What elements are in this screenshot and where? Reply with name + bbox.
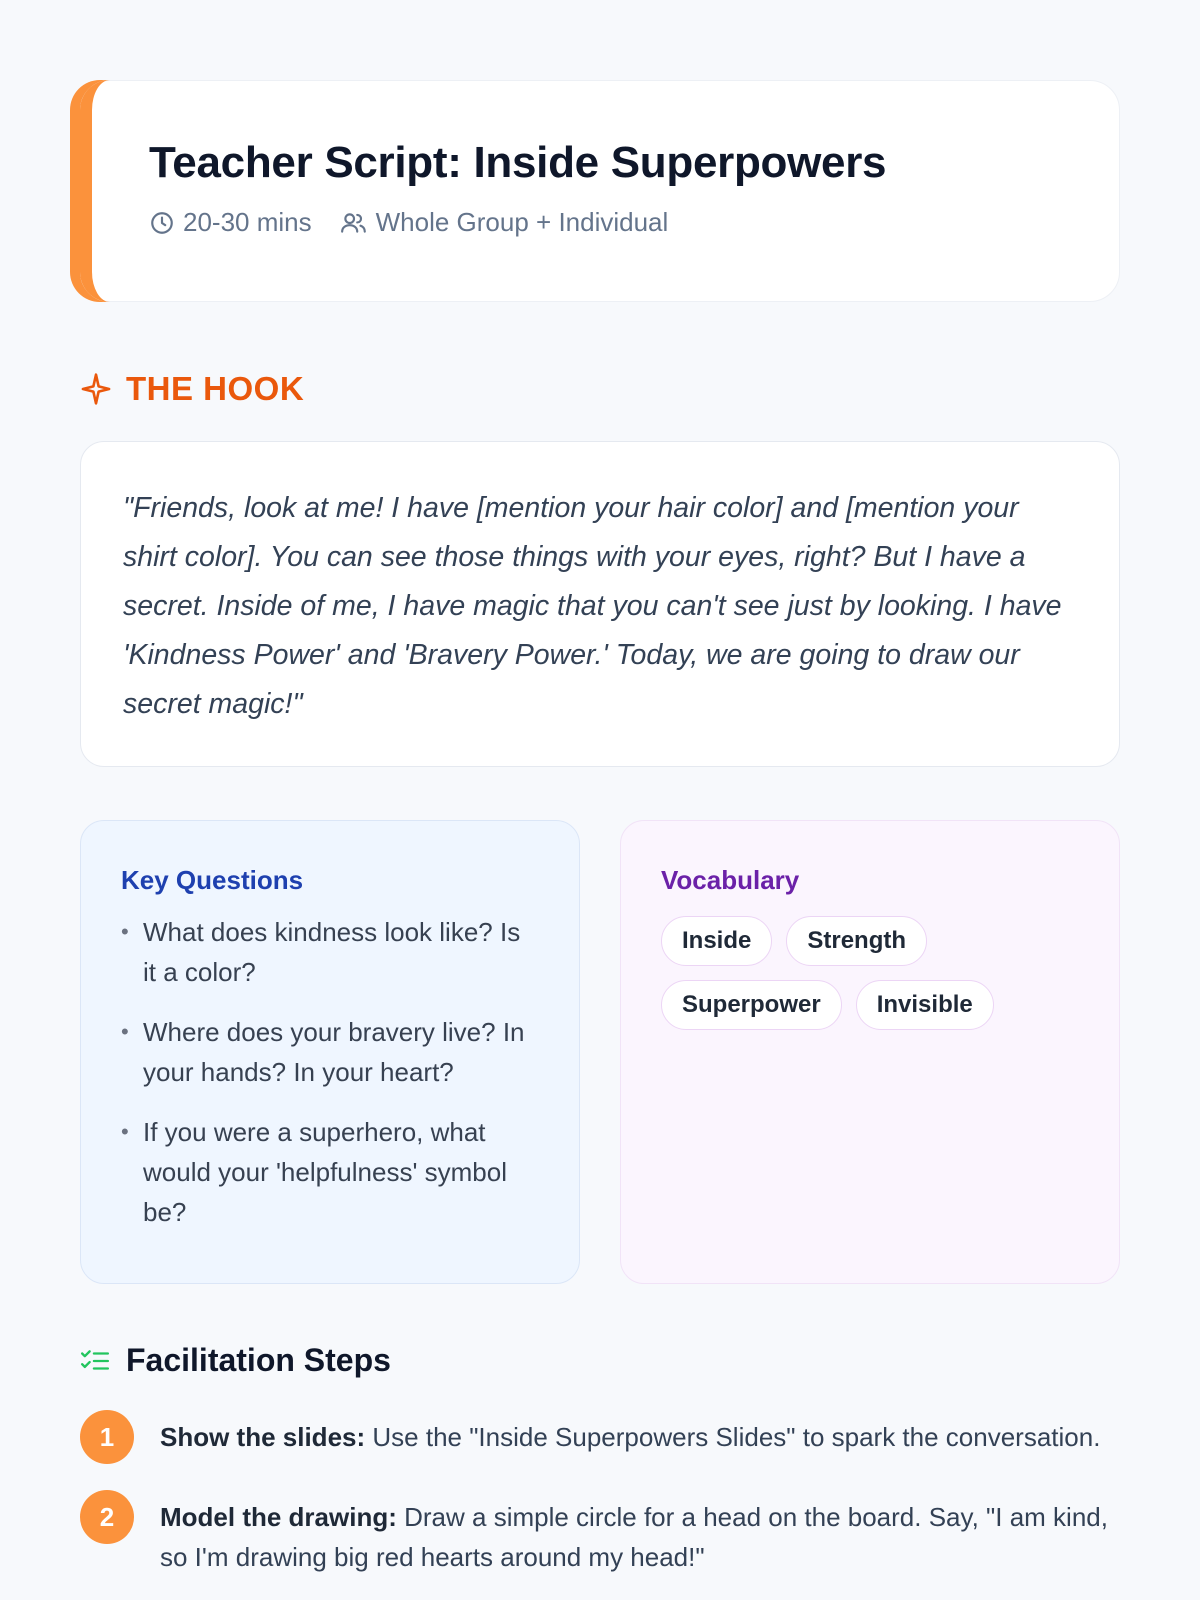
- clock-icon: [149, 210, 175, 236]
- page-title: Teacher Script: Inside Superpowers: [149, 138, 887, 187]
- grouping-meta: [340, 207, 669, 238]
- step-item: [80, 1490, 1120, 1577]
- step-number: 2: [80, 1490, 134, 1544]
- hook-script: "Friends, look at me! I have [mention your hair color] and [mention your shirt color]. You can see those things with your eyes, right? But I have a secret. Inside of me, I have magic that you can't see just by looking. I have 'Kindness Power' and 'Bravery Power.' Today, we are going to draw our secret magic!": [123, 492, 1062, 720]
- step-text: [160, 1410, 1100, 1457]
- vocabulary-box: [620, 820, 1120, 1284]
- step-item: [80, 1410, 1120, 1464]
- duration-meta: [149, 207, 312, 238]
- vocab-chip: Strength: [786, 916, 927, 966]
- grouping-text: Whole Group + Individual: [375, 207, 669, 237]
- header-card: [80, 80, 1120, 302]
- step-number: 1: [80, 1410, 134, 1464]
- list-item: • If you were a superhero, what would your 'helpfulness' symbol be?: [121, 1112, 539, 1232]
- list-item: • What does kindness look like? Is it a color?: [121, 912, 539, 992]
- key-questions-box: [80, 820, 580, 1284]
- lesson-meta: [149, 207, 1053, 238]
- vocabulary-chips: [661, 916, 1081, 1044]
- step-text: [160, 1490, 1120, 1577]
- vocabulary-title: Vocabulary: [661, 865, 800, 895]
- facilitation-steps: [80, 1410, 1120, 1600]
- hook-card: [80, 441, 1120, 767]
- duration-text: 20-30 mins: [183, 207, 312, 237]
- step-label: Model the drawing:: [160, 1502, 397, 1532]
- hook-heading-label: THE HOOK: [126, 370, 305, 407]
- facilitation-heading-label: Facilitation Steps: [126, 1342, 391, 1378]
- vocab-chip: Inside: [661, 916, 772, 966]
- key-questions-list: [121, 912, 539, 1232]
- checklist-icon: [80, 1348, 110, 1374]
- facilitation-heading: [80, 1342, 391, 1379]
- list-item: • Where does your bravery live? In your hands? In your heart?: [121, 1012, 539, 1092]
- step-label: Show the slides:: [160, 1422, 366, 1452]
- users-icon: [340, 210, 368, 236]
- step-body: Use the "Inside Superpowers Slides" to spark the conversation.: [365, 1422, 1101, 1452]
- key-questions-title: Key Questions: [121, 865, 304, 895]
- vocab-chip: Superpower: [661, 980, 842, 1030]
- vocab-chip: Invisible: [856, 980, 994, 1030]
- step-body: Draw a simple circle for a head on the board. Say, "I am kind, so I'm drawing big red hearts around my head!": [160, 1502, 1108, 1572]
- hook-heading: [80, 370, 304, 408]
- sparkle-icon: [80, 372, 112, 406]
